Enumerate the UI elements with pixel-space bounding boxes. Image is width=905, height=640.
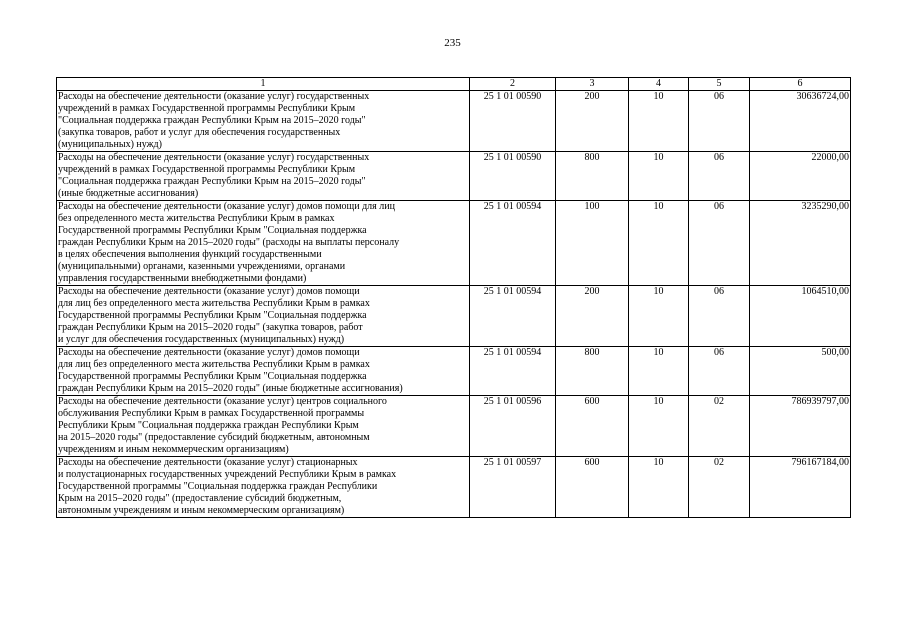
header-col-1: 1: [57, 78, 470, 91]
row-section: 10: [629, 201, 689, 286]
budget-table: [56, 77, 851, 518]
row-target-code: 25 1 01 00594: [470, 201, 556, 286]
header-col-5: 5: [689, 78, 750, 91]
row-expense-type: 800: [556, 152, 629, 201]
header-col-2: 2: [470, 78, 556, 91]
description-line: граждан Республики Крым на 2015–2020 годы" (иные бюджетные ассигнования): [58, 383, 403, 394]
description-line: (закупка товаров, работ и услуг для обеспечения государственных: [58, 127, 341, 138]
table-row: [57, 91, 851, 152]
row-amount: 30636724,00: [750, 91, 851, 152]
row-section: 10: [629, 396, 689, 457]
row-description: [57, 286, 470, 347]
description-line: (иные бюджетные ассигнования): [58, 188, 199, 199]
row-subsection: 06: [689, 152, 750, 201]
description-line: Расходы на обеспечение деятельности (оказание услуг) стационарных: [58, 457, 358, 468]
description-line: (муниципальных) нужд): [58, 139, 162, 150]
row-expense-type: 200: [556, 91, 629, 152]
description-line: Расходы на обеспечение деятельности (оказание услуг) центров социального: [58, 396, 387, 407]
row-subsection: 06: [689, 201, 750, 286]
description-line: Расходы на обеспечение деятельности (оказание услуг) государственных: [58, 91, 370, 102]
row-section: 10: [629, 347, 689, 396]
description-line: и полустационарных государственных учреждений Республики Крым в рамках: [58, 469, 397, 480]
row-subsection: 02: [689, 457, 750, 518]
description-line: обслуживания Республики Крым в рамках Государственной программы: [58, 408, 365, 419]
description-line: Республики Крым "Социальная поддержка граждан Республики Крым: [58, 420, 359, 431]
description-line: учреждениям и иным некоммерческим организациям): [58, 444, 289, 455]
row-expense-type: 800: [556, 347, 629, 396]
description-line: Государственной программы Республики Крым "Социальная поддержка: [58, 310, 367, 321]
header-col-3: 3: [556, 78, 629, 91]
description-line: учреждений в рамках Государственной программы Республики Крым: [58, 103, 356, 114]
row-target-code: 25 1 01 00590: [470, 152, 556, 201]
row-amount: 3235290,00: [750, 201, 851, 286]
row-amount: 22000,00: [750, 152, 851, 201]
description-line: граждан Республики Крым на 2015–2020 годы" (расходы на выплаты персоналу: [58, 237, 400, 248]
page-number: 235: [444, 37, 461, 49]
row-amount: 786939797,00: [750, 396, 851, 457]
description-line: и услуг для обеспечения государственных (муниципальных) нужд): [58, 334, 345, 345]
description-line: управления государственными внебюджетными фондами): [58, 273, 307, 284]
row-description: [57, 201, 470, 286]
row-subsection: 06: [689, 286, 750, 347]
description-line: Расходы на обеспечение деятельности (оказание услуг) домов помощи для лиц: [58, 201, 395, 212]
row-amount: 796167184,00: [750, 457, 851, 518]
description-line: "Социальная поддержка граждан Республики Крым на 2015–2020 годы": [58, 176, 366, 187]
table-row: [57, 286, 851, 347]
row-expense-type: 600: [556, 396, 629, 457]
table-row: [57, 347, 851, 396]
row-expense-type: 600: [556, 457, 629, 518]
description-line: Расходы на обеспечение деятельности (оказание услуг) домов помощи: [58, 347, 360, 358]
description-line: "Социальная поддержка граждан Республики Крым на 2015–2020 годы": [58, 115, 366, 126]
row-section: 10: [629, 152, 689, 201]
row-amount: 500,00: [750, 347, 851, 396]
row-amount: 1064510,00: [750, 286, 851, 347]
description-line: для лиц без определенного места жительства Республики Крым в рамках: [58, 359, 370, 370]
row-section: 10: [629, 91, 689, 152]
description-line: на 2015–2020 годы" (предоставление субсидий бюджетным, автономным: [58, 432, 370, 443]
row-target-code: 25 1 01 00594: [470, 286, 556, 347]
row-target-code: 25 1 01 00594: [470, 347, 556, 396]
row-description: [57, 152, 470, 201]
row-section: 10: [629, 457, 689, 518]
description-line: Государственной программы Республики Крым "Социальная поддержка: [58, 371, 367, 382]
description-line: Государственной программы "Социальная поддержка граждан Республики: [58, 481, 378, 492]
row-target-code: 25 1 01 00590: [470, 91, 556, 152]
description-line: Крым на 2015–2020 годы" (предоставление субсидий бюджетным,: [58, 493, 342, 504]
row-description: [57, 457, 470, 518]
row-subsection: 06: [689, 347, 750, 396]
header-col-6: 6: [750, 78, 851, 91]
description-line: граждан Республики Крым на 2015–2020 годы" (закупка товаров, работ: [58, 322, 363, 333]
table-row: [57, 201, 851, 286]
row-target-code: 25 1 01 00596: [470, 396, 556, 457]
description-line: учреждений в рамках Государственной программы Республики Крым: [58, 164, 356, 175]
row-expense-type: 100: [556, 201, 629, 286]
table-row: [57, 457, 851, 518]
row-description: [57, 396, 470, 457]
table-row: [57, 396, 851, 457]
description-line: для лиц без определенного места жительства Республики Крым в рамках: [58, 298, 370, 309]
description-line: в целях обеспечения выполнения функций государственными: [58, 249, 322, 260]
table-header-row: [57, 78, 851, 91]
description-line: автономным учреждениям и иным некоммерческим организациям): [58, 505, 345, 516]
row-target-code: 25 1 01 00597: [470, 457, 556, 518]
row-description: [57, 347, 470, 396]
row-subsection: 02: [689, 396, 750, 457]
row-section: 10: [629, 286, 689, 347]
description-line: Расходы на обеспечение деятельности (оказание услуг) домов помощи: [58, 286, 360, 297]
description-line: (муниципальными) органами, казенными учреждениями, органами: [58, 261, 346, 272]
row-description: [57, 91, 470, 152]
header-col-4: 4: [629, 78, 689, 91]
row-expense-type: 200: [556, 286, 629, 347]
description-line: Расходы на обеспечение деятельности (оказание услуг) государственных: [58, 152, 370, 163]
description-line: Государственной программы Республики Крым "Социальная поддержка: [58, 225, 367, 236]
description-line: без определенного места жительства Республики Крым в рамках: [58, 213, 335, 224]
row-subsection: 06: [689, 91, 750, 152]
table-row: [57, 152, 851, 201]
